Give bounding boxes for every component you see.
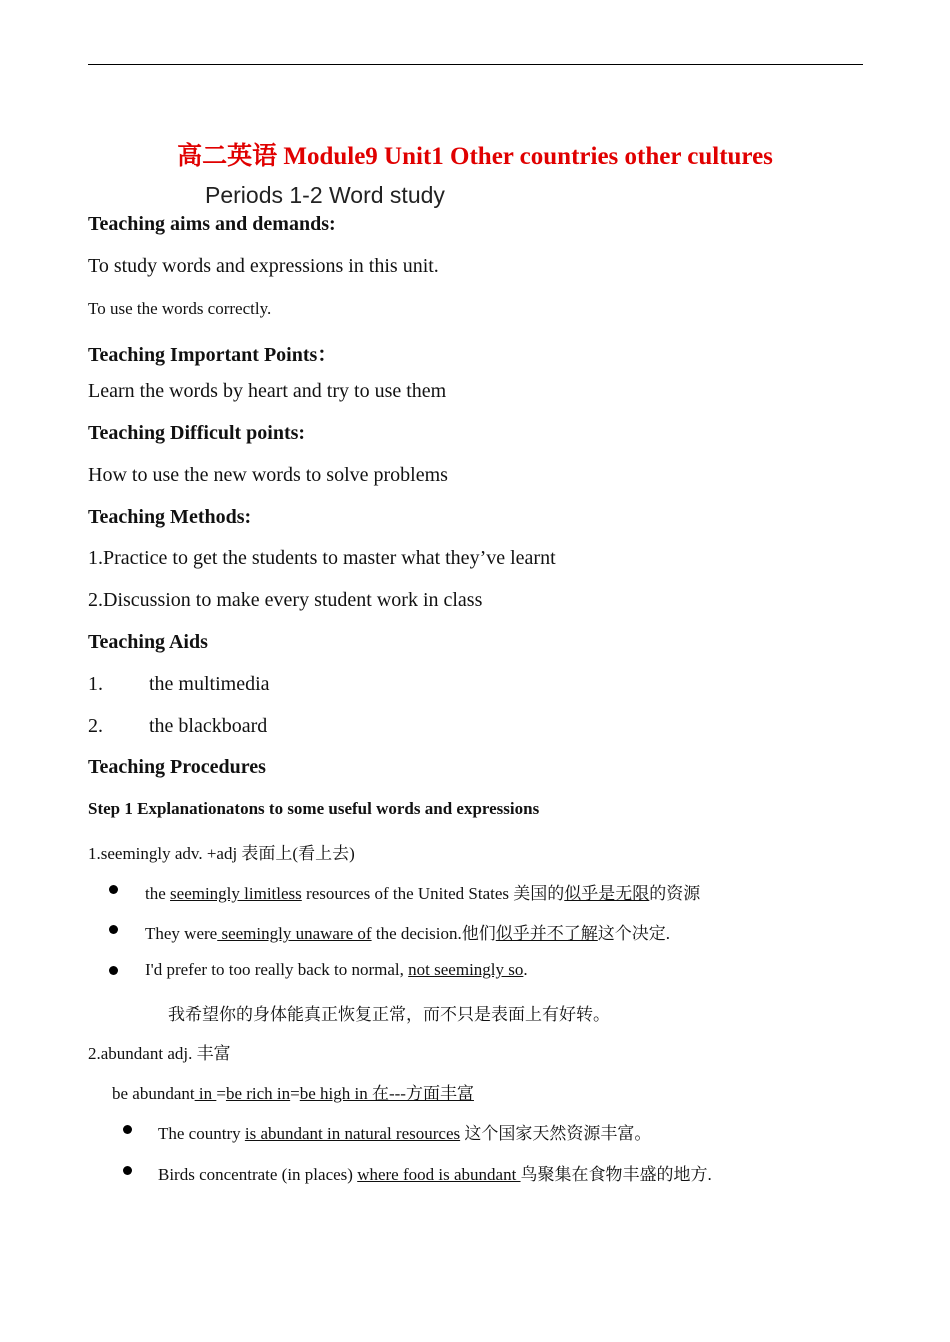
document-subtitle: Periods 1-2 Word study <box>205 182 445 208</box>
word2-entry: 2.abundant adj. 丰富 <box>88 1044 231 1063</box>
important-line-1: Learn the words by heart and try to use them <box>88 380 447 402</box>
pattern-text: = <box>216 1084 226 1103</box>
methods-line-2: 2.Discussion to make every student work in class <box>88 589 483 611</box>
header-rule <box>88 64 863 65</box>
bullet-icon <box>123 1125 132 1134</box>
example-text: . <box>523 960 528 979</box>
methods-line-1: 1.Practice to get the students to master what they’ve learnt <box>88 547 556 569</box>
example-text: Birds concentrate (in places) <box>158 1165 358 1184</box>
word1-example-2 <box>145 919 670 944</box>
word2-example-1 <box>158 1119 651 1144</box>
aids-heading: Teaching Aids <box>88 631 208 653</box>
word1-example-3 <box>145 960 528 980</box>
example-text: I'd prefer to too really back to normal, <box>145 960 409 979</box>
example-underlined: not seemingly so <box>408 960 524 979</box>
aims-line-2: To use the words correctly. <box>88 299 272 318</box>
example-text: resources of the United States 美国的 <box>301 884 565 903</box>
word1-entry: 1.seemingly adv. +adj 表面上(看上去) <box>88 844 355 863</box>
difficult-line-1: How to use the new words to solve problems <box>88 464 448 486</box>
document-title: 高二英语 Module9 Unit1 Other countries other cultures <box>177 143 773 170</box>
example-text: 这个国家天然资源丰富。 <box>460 1124 652 1143</box>
aids-item-text: the multimedia <box>149 673 270 695</box>
methods-heading: Teaching Methods: <box>88 506 252 528</box>
difficult-heading: Teaching Difficult points: <box>88 422 306 444</box>
bullet-icon <box>109 885 118 894</box>
pattern-underlined: in <box>194 1084 217 1103</box>
pattern-underlined: be rich in <box>225 1084 291 1103</box>
step1-heading: Step 1 Explanationatons to some useful words and expressions <box>88 799 540 818</box>
aids-item-number: 2. <box>88 715 103 737</box>
word1-example-3-translation: 我希望你的身体能真正恢复正常，而不只是表面上有好转。 <box>168 1005 610 1024</box>
example-underlined: where food is abundant <box>357 1165 521 1184</box>
example-text: 这个决定. <box>597 924 671 943</box>
aids-item <box>88 715 267 738</box>
aims-line-1: To study words and expressions in this unit. <box>88 255 439 277</box>
example-text: 鸟聚集在食物丰盛的地方. <box>520 1165 712 1184</box>
pattern-underlined: be high in 在---方面丰富 <box>299 1084 474 1103</box>
example-text: the decision.他们 <box>371 924 496 943</box>
example-underlined: seemingly limitless <box>170 884 302 903</box>
pattern-text: = <box>290 1084 300 1103</box>
aids-item <box>88 673 270 696</box>
pattern-text: be abundant <box>112 1084 195 1103</box>
example-underlined: is abundant in natural resources <box>244 1124 461 1143</box>
example-underlined: seemingly unaware of <box>217 924 372 943</box>
procedures-heading: Teaching Procedures <box>88 756 266 778</box>
word2-pattern <box>112 1079 474 1104</box>
bullet-icon <box>109 966 118 975</box>
word2-example-2 <box>158 1160 712 1185</box>
aims-heading: Teaching aims and demands: <box>88 213 336 235</box>
example-underlined: 似乎是无限 <box>564 884 650 903</box>
important-heading: Teaching Important Points： <box>88 344 338 366</box>
example-text: the <box>145 884 171 903</box>
aids-item-text: the blackboard <box>149 715 268 737</box>
example-text: The country <box>158 1124 245 1143</box>
bullet-icon <box>109 925 118 934</box>
example-underlined: 似乎并不了解 <box>495 924 598 943</box>
bullet-icon <box>123 1166 132 1175</box>
example-text: They were <box>145 924 218 943</box>
example-text: 的资源 <box>649 884 701 903</box>
aids-item-number: 1. <box>88 673 103 695</box>
word1-example-1 <box>145 879 700 904</box>
